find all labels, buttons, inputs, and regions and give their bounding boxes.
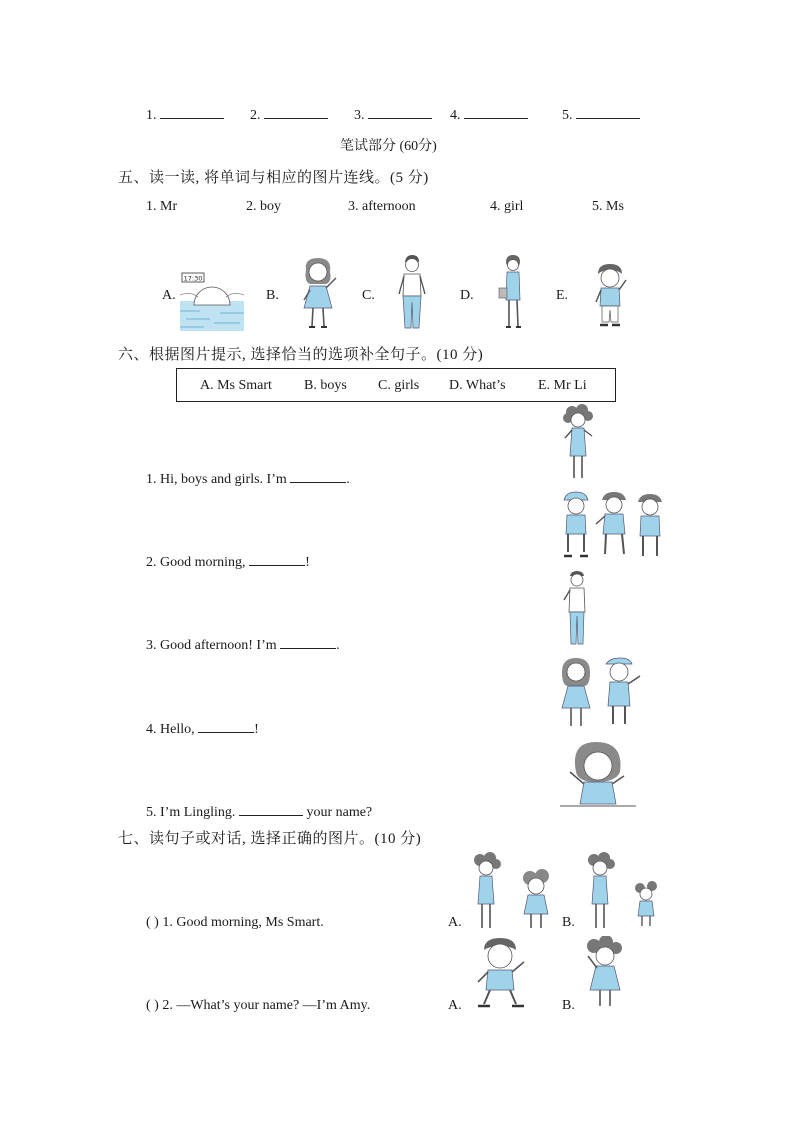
question-1-paren[interactable]: ( ) bbox=[146, 915, 159, 930]
question-2-paren[interactable]: ( ) bbox=[146, 998, 159, 1013]
written-part-title: 笔试部分 (60分) bbox=[340, 139, 437, 154]
answer-row-2 bbox=[250, 104, 328, 124]
sentence-2 bbox=[146, 551, 310, 571]
answer-1-blank[interactable] bbox=[160, 104, 224, 119]
pic-label-a: A. bbox=[162, 288, 176, 303]
woman-picture[interactable] bbox=[496, 254, 530, 332]
answer-4-blank[interactable] bbox=[464, 104, 528, 119]
question-2-option-a-label: A. bbox=[448, 998, 462, 1013]
sentence-3-end: . bbox=[336, 638, 340, 653]
boy-picture[interactable] bbox=[590, 262, 630, 330]
word-ms: 5. Ms bbox=[592, 199, 624, 214]
answer-1-num: 1. bbox=[146, 108, 157, 123]
sentence-1-end: . bbox=[346, 472, 350, 487]
sentence-3-text: 3. Good afternoon! I’m bbox=[146, 638, 281, 653]
mr-li-picture bbox=[560, 570, 594, 648]
sentence-4-end: ! bbox=[254, 722, 259, 737]
sunset-picture[interactable] bbox=[180, 271, 244, 331]
sentence-1-blank[interactable] bbox=[290, 468, 346, 483]
section6-title: 六、根据图片提示, 选择恰当的选项补全句子。(10 分) bbox=[118, 347, 484, 363]
question-2-text: 2. —What’s your name? —I’m Amy. bbox=[162, 998, 371, 1013]
man-picture[interactable] bbox=[392, 254, 432, 332]
option-e: E. Mr Li bbox=[538, 378, 587, 393]
answer-row-5 bbox=[562, 104, 640, 124]
answer-5-num: 5. bbox=[562, 108, 573, 123]
lingling-picture bbox=[556, 738, 638, 816]
pic-label-e: E. bbox=[556, 288, 569, 303]
option-b: B. boys bbox=[304, 378, 347, 393]
sentence-2-text: 2. Good morning, bbox=[146, 555, 250, 570]
sentence-5-text: 5. I’m Lingling. bbox=[146, 805, 239, 820]
answer-row-4 bbox=[450, 104, 528, 124]
answer-3-blank[interactable] bbox=[368, 104, 432, 119]
question-1 bbox=[146, 915, 324, 931]
sentence-5-end: your name? bbox=[302, 805, 373, 820]
option-d: D. What’s bbox=[449, 378, 506, 393]
girls-picture bbox=[558, 656, 646, 732]
option-a: A. Ms Smart bbox=[200, 378, 272, 393]
question-2 bbox=[146, 998, 370, 1014]
question-2-option-b-label: B. bbox=[562, 998, 575, 1013]
sentence-4-text: 4. Hello, bbox=[146, 722, 199, 737]
answer-row bbox=[146, 104, 224, 124]
sentence-5-blank[interactable] bbox=[239, 801, 303, 816]
pic-label-d: D. bbox=[460, 288, 474, 303]
word-girl: 4. girl bbox=[490, 199, 524, 214]
pic-label-b: B. bbox=[266, 288, 279, 303]
boys-picture bbox=[558, 490, 666, 566]
section7-title: 七、读句子或对话, 选择正确的图片。(10 分) bbox=[118, 831, 422, 847]
pic-label-c: C. bbox=[362, 288, 375, 303]
clock-text: 17:30 bbox=[183, 274, 203, 283]
question-1-text: 1. Good morning, Ms Smart. bbox=[162, 915, 324, 930]
section5-title: 五、读一读, 将单词与相应的图片连线。(5 分) bbox=[118, 170, 429, 186]
answer-4-num: 4. bbox=[450, 108, 461, 123]
sentence-4-blank[interactable] bbox=[198, 718, 254, 733]
answer-2-blank[interactable] bbox=[264, 104, 328, 119]
option-c: C. girls bbox=[378, 378, 420, 393]
sentence-5 bbox=[146, 801, 372, 821]
ms-smart-picture bbox=[560, 404, 596, 482]
girl-picture[interactable] bbox=[296, 256, 342, 332]
answer-5-blank[interactable] bbox=[576, 104, 640, 119]
question-1-option-a-picture[interactable] bbox=[468, 852, 560, 932]
sentence-3 bbox=[146, 634, 340, 654]
sentence-2-end: ! bbox=[305, 555, 310, 570]
sentence-4 bbox=[146, 718, 259, 738]
question-1-option-b-label: B. bbox=[562, 915, 575, 930]
sentence-2-blank[interactable] bbox=[249, 551, 305, 566]
sentence-1 bbox=[146, 468, 350, 488]
question-2-option-a-picture[interactable] bbox=[474, 936, 532, 1010]
answer-3-num: 3. bbox=[354, 108, 365, 123]
sentence-3-blank[interactable] bbox=[280, 634, 336, 649]
word-boy: 2. boy bbox=[246, 199, 281, 214]
answer-row-3 bbox=[354, 104, 432, 124]
word-afternoon: 3. afternoon bbox=[348, 199, 416, 214]
answer-2-num: 2. bbox=[250, 108, 261, 123]
word-mr: 1. Mr bbox=[146, 199, 178, 214]
sentence-1-text: 1. Hi, boys and girls. I’m bbox=[146, 472, 291, 487]
question-2-option-b-picture[interactable] bbox=[582, 936, 628, 1010]
question-1-option-a-label: A. bbox=[448, 915, 462, 930]
question-1-option-b-picture[interactable] bbox=[582, 852, 668, 932]
